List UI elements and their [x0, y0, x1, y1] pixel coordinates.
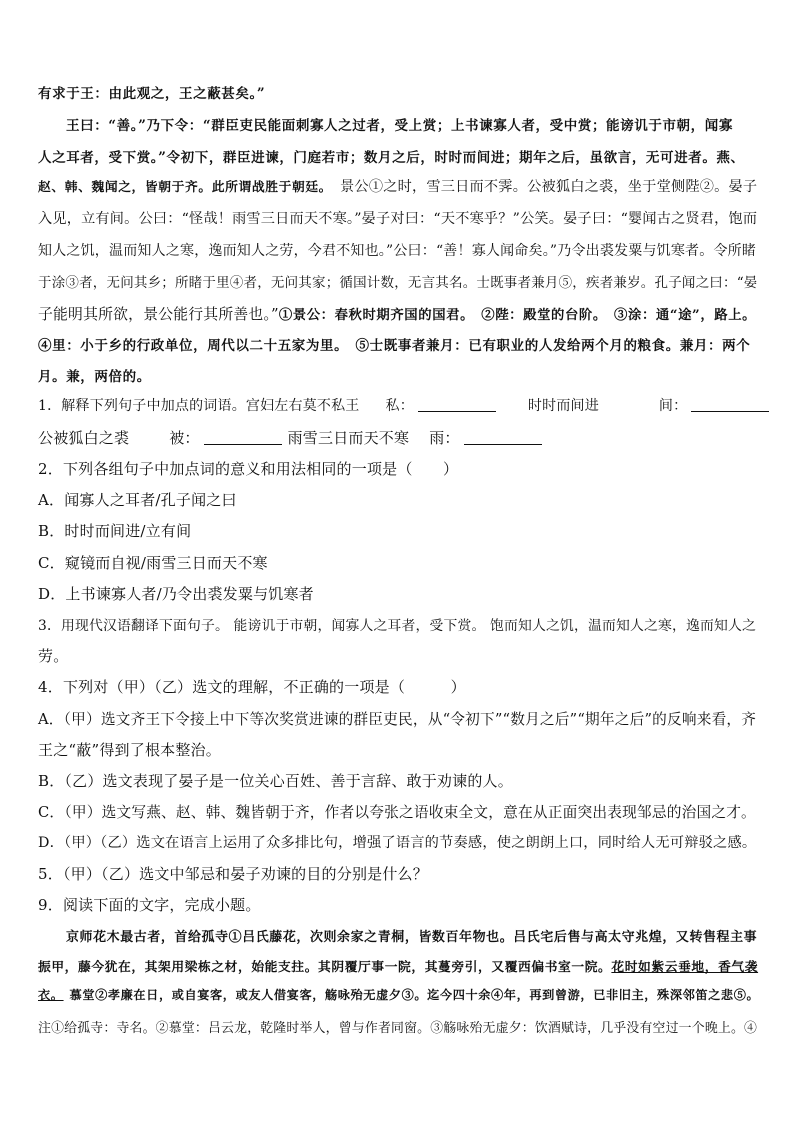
question-9-passage-line-1: 京师花木最古者，首给孤寺①吕氏藤花，次则余家之青桐，皆数百年物也。吕氏宅后售与高太守兆煌，又转售程主事 — [66, 930, 758, 945]
question-9-notes: 注①给孤寺：寺名。②慕堂：吕云龙，乾隆时举人，曾与作者同窗。③觞咏殆无虚夕：饮酒赋诗，几乎没有空过一个晚上。④ — [38, 1021, 758, 1036]
question-3-line-2: 劳。 — [38, 647, 69, 665]
q1-b-sentence: 时时而间进 — [527, 398, 599, 414]
q1-d-sentence: 雨雪三日而天不寒 — [287, 429, 410, 447]
question-4-option-a-line-1[interactable]: A．（甲）选文齐王下令接上中下等次奖赏进谏的群臣吏民，从“令初下”“数月之后”“期年之后”的反响来看，齐 — [38, 711, 757, 728]
passage-text: 振甲，藤今犹在，其架用梁栋之材，始能支拄。其阴覆厅事一院，其蔓旁引，又覆西偏书室一院。 — [38, 960, 612, 975]
underlined-sentence-end: 衣。 — [38, 988, 64, 1002]
question-5: 5．（甲）（乙）选文中邹忌和晏子劝谏的目的分别是什么？ — [38, 865, 428, 883]
question-2-option-c[interactable]: C．窥镜而自视/雨雪三日而天不寒 — [38, 554, 268, 572]
q1-d-label: 雨： — [429, 429, 460, 447]
question-4-option-b[interactable]: B．（乙）选文表现了晏子是一位关心百姓、善于言辞、敢于劝谏的人。 — [38, 772, 513, 790]
q1-b-label: 间： — [658, 398, 688, 414]
question-4-option-a-line-2[interactable]: 王之“蔽”得到了根本整治。 — [38, 741, 221, 759]
passage-a-line-1: 有求于王：由此观之，王之蔽甚矣。” — [38, 86, 266, 102]
question-3-line-1: 3．用现代汉语翻译下面句子。 能谤讥于市朝，闻寡人之耳者，受下赏。 饱而知人之饥，温而知人之寒，逸而知人之 — [38, 618, 756, 634]
question-9-passage-line-3 — [38, 986, 759, 1003]
passage-a-line-4 — [38, 176, 757, 196]
question-1-stem: 1．解释下列句子中加点的词语。宫妇左右莫不私王 — [38, 398, 360, 414]
passage-b-end: 子能明其所欲，景公能行其所善也。” — [38, 306, 279, 323]
question-2-stem: 2．下列各组句子中加点词的意义和用法相同的一项是（ ） — [38, 460, 459, 478]
q1-c-sentence: 公被狐白之裘 — [38, 429, 130, 447]
question-2-option-d[interactable]: D．上书谏寡人者/乃令出裘发粟与饥寒者 — [38, 585, 314, 603]
question-4-stem: 4．下列对（甲）（乙）选文的理解，不正确的一项是（ ） — [38, 678, 466, 696]
footnotes-start: ①景公：春秋时期齐国的国君。 ②陛：殿堂的台阶。 ③涂：通“途”，路上。 — [278, 307, 757, 323]
question-9-passage-line-2 — [38, 956, 758, 975]
q1-a-label: 私： — [385, 398, 414, 414]
question-9-stem: 9．阅读下面的文字，完成小题。 — [38, 896, 261, 914]
question-1-line-2 — [38, 427, 548, 448]
q1-a-answer-blank[interactable] — [418, 397, 496, 412]
q1-c-answer-blank[interactable] — [204, 430, 282, 445]
q1-d-answer-blank[interactable] — [464, 430, 542, 445]
q1-b-answer-blank[interactable] — [691, 397, 769, 412]
passage-b-line-8 — [38, 303, 756, 324]
passage-text: 慕堂②孝廉在日，或自宴客，或友人借宴客，觞咏殆无虚夕③。迄今四十余④年，再到曾游，已非旧主，殊深邻笛之悲⑤。 — [69, 988, 760, 1002]
footnotes-line-10: 月。兼，两倍的。 — [38, 369, 151, 385]
passage-a-end: 赵、韩、魏闻之，皆朝于齐。此所谓战胜于朝廷。 — [38, 180, 333, 195]
question-2-option-a[interactable]: A．闻寡人之耳者/孔子闻之曰 — [38, 491, 237, 509]
question-1-line-1 — [38, 395, 775, 415]
passage-b-line-5: 入见，立有间。公曰：“怪哉！雨雪三日而天不寒。”晏子对曰：“天不寒乎？”公笑。晏子曰：“婴闻古之贤君，饱而 — [38, 211, 758, 227]
footnotes-line-9: ④里：小于乡的行政单位，周代以二十五家为里。 ⑤士既事者兼月：已有职业的人发给两个月的粮食。兼月：两个 — [38, 338, 751, 354]
passage-b-line-7: 于涂③者，无问其乡；所睹于里④者，无问其家；循国计数，无言其名。士既事者兼月⑤，疾者兼岁。孔子闻之曰：“晏 — [38, 275, 758, 291]
passage-b-start: 景公①之时，雪三日而不霁。公被狐白之裘，坐于堂侧陛②。晏子 — [340, 179, 758, 195]
q1-c-label: 被： — [169, 429, 200, 447]
question-2-option-b[interactable]: B．时时而间进/立有间 — [38, 522, 192, 540]
question-4-option-c[interactable]: C．（甲）选文写燕、赵、韩、魏皆朝于齐，作者以夸张之语收束全文，意在从正面突出表现邹忌的治国之才。 — [38, 804, 756, 821]
passage-a-line-3: 人之耳者，受下赏。”令初下，群臣进谏，门庭若市；数月之后，时时而间进；期年之后，虽欲言，无可进者。燕、 — [38, 150, 745, 166]
passage-b-line-6: 知人之饥，温而知人之寒，逸而知人之劳，今君不知也。”公曰：“善！寡人闻命矣。”乃令出裘发粟与饥寒者。令所睹 — [38, 243, 757, 259]
passage-a-line-2: 王曰：“善。”乃下令：“群臣吏民能面刺寡人之过者，受上赏；上书谏寡人者，受中赏；能谤讥于市朝，闻寡 — [66, 118, 733, 134]
underlined-sentence: 花时如紫云垂地，香气袭 — [611, 960, 759, 975]
question-4-option-d[interactable]: D．（甲）（乙）选文在语言上运用了众多排比句，增强了语言的节奏感，使之朗朗上口，同时给人无可辩驳之感。 — [38, 835, 757, 851]
